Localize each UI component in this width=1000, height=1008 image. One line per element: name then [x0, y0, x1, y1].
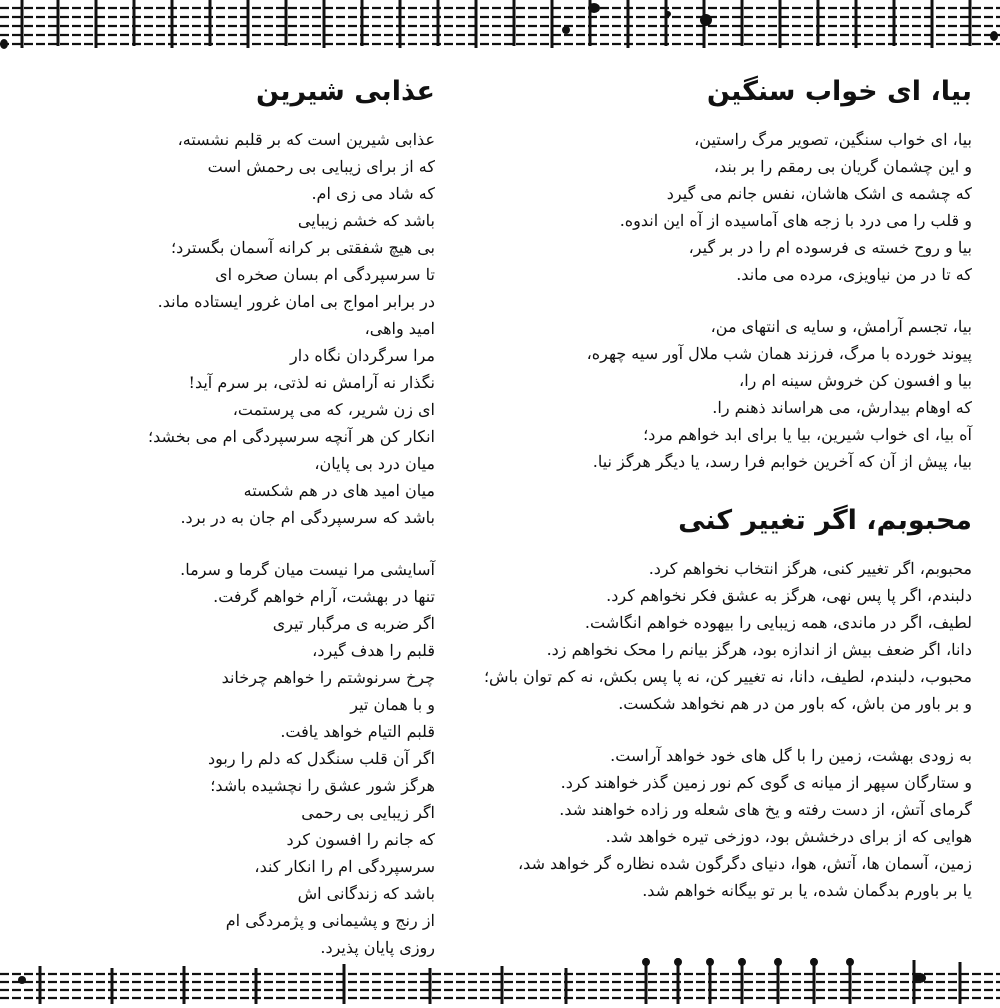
poem-line: به زودی بهشت، زمین را با گل های خود خواهد آراست. — [610, 746, 972, 765]
poem-line: قلبم التیام خواهد یافت. — [280, 722, 435, 741]
poem-line: دلبندم، اگر پا پس نهی، هرگز به عشق فکر نخواهم کرد. — [606, 586, 972, 605]
poem-line: که جانم را افسون کرد — [286, 830, 435, 849]
poem-line: قلبم را هدف گیرد، — [312, 641, 435, 660]
poem-line: نگذار نه آرامش نه لذتی، بر سرم آید! — [188, 373, 435, 392]
poem-line: محبوبم، اگر تغییر کنی، هرگز انتخاب نخواهم کرد. — [648, 559, 972, 578]
poem-line: باشد که زندگانی اش — [297, 884, 435, 903]
poem-line: روزی پایان پذیرد. — [320, 938, 435, 957]
poem-line: لطیف، اگر در ماندی، همه زیبایی را بیهوده خواهم انگاشت. — [584, 613, 972, 632]
stanza — [440, 742, 972, 904]
poem-line: که از برای زیبایی بی رحمش است — [207, 157, 435, 176]
poem-title-beloved: محبوبم، اگر تغییر کنی — [678, 505, 972, 536]
poem-line: و با همان تیر — [350, 695, 435, 714]
poem-line: آسایشی مرا نیست میان گرما و سرما. — [180, 560, 435, 579]
poem-line: تا سرسپردگی ام بسان صخره ای — [215, 265, 435, 284]
poem-line: چرخ سرنوشتم را خواهم چرخاند — [221, 668, 435, 687]
poem-line: هوایی که از برای درخشش بود، دوزخی تیره خواهد شد. — [605, 827, 972, 846]
poem-line: پیوند خورده با مرگ، فرزند همان شب ملال آور سیه چهره، — [586, 344, 972, 363]
poem-line: در برابر امواج بی امان غرور ایستاده ماند. — [157, 292, 435, 311]
stanza — [440, 313, 972, 475]
poem-line: از رنج و پشیمانی و پژمردگی ام — [225, 911, 435, 930]
poem-line: آه بیا، ای خواب شیرین، بیا یا برای ابد خواهم مرد؛ — [643, 425, 972, 444]
poem-left-column — [150, 72, 435, 961]
poem-line: بیا و افسون کن خروش سینه ام را، — [739, 371, 972, 390]
stanza — [440, 555, 972, 717]
poem-line: انکار کن هر آنچه سرسپردگی ام می بخشد؛ — [148, 427, 435, 446]
poem-line: اگر آن قلب سنگدل که دلم را ربود — [207, 749, 435, 768]
poem-line: اگر ضربه ی مرگبار تیری — [272, 614, 435, 633]
poem-line: که تا در من نیاویزی، مرده می ماند. — [736, 265, 972, 284]
poem-line: و قلب را می درد با زجه های آماسیده از آه این اندوه. — [619, 211, 972, 230]
poem-line: مرا سرگردان نگاه دار — [290, 346, 435, 365]
poem-line: محبوب، دلبندم، لطیف، دانا، نه تغییر کن، نه پا پس بکش، نه کم توان باش؛ — [483, 667, 972, 686]
poem-line: بیا و روح خسته ی فرسوده ام را در بر گیر، — [688, 238, 972, 257]
music-staff-top-border — [0, 0, 1000, 60]
poem-line: بی هیچ شفقتی بر کرانه آسمان بگسترد؛ — [170, 238, 435, 257]
poem-line: دانا، اگر ضعف بیش از اندازه بود، هرگز بیانم را محک نخواهم زد. — [546, 640, 972, 659]
poem-line: زمین، آسمان ها، آتش، هوا، دنیای دگرگون شده نظاره گر خواهد شد، — [518, 854, 972, 873]
poem-line: هرگز شور عشق را نچشیده باشد؛ — [210, 776, 435, 795]
poem-line: میان درد بی پایان، — [314, 454, 435, 473]
poem-line: گرمای آتش، از دست رفته و یخ های شعله ور زاده خواهند شد. — [559, 800, 972, 819]
poem-line: بیا، ای خواب سنگین، تصویر مرگ راستین، — [694, 130, 972, 149]
poem-line: بیا، پیش از آن که آخرین خوابم فرا رسد، یا دیگر هرگز نیا. — [592, 452, 972, 471]
poem-line: بیا، تجسم آرامش، و سایه ی انتهای من، — [710, 317, 972, 336]
stanza — [150, 126, 435, 531]
poem-right-column — [440, 72, 972, 904]
poem-line: که شاد می زی ام. — [311, 184, 435, 203]
poem-line: تنها در بهشت، آرام خواهم گرفت. — [213, 587, 435, 606]
poem-line: و ستارگان سپهر از میانه ی گوی کم نور زمین گذر خواهند کرد. — [560, 773, 972, 792]
poem-line: اگر زیبایی بی رحمی — [301, 803, 435, 822]
poem-line: ای زن شریر، که می پرستمت، — [232, 400, 435, 419]
poem-line: باشد که خشم زیبایی — [297, 211, 435, 230]
poem-title-sleep: بیا، ای خواب سنگین — [706, 76, 972, 107]
poem-line: که اوهام بیدارش، می هراساند ذهنم را. — [712, 398, 972, 417]
poem-line: باشد که سرسپردگی ام جان به در برد. — [180, 508, 435, 527]
poem-line: امید واهی، — [364, 319, 435, 338]
poem-line: و این چشمان گریان بی رمقم را بر بند، — [713, 157, 972, 176]
poem-line: میان امید های در هم شکسته — [243, 481, 435, 500]
stanza — [440, 126, 972, 288]
poem-line: یا بر باورم بدگمان شده، یا بر تو بیگانه خواهم شد. — [642, 881, 972, 900]
poem-line: عذابی شیرین است که بر قلبم نشسته، — [177, 130, 435, 149]
poem-line: سرسپردگی ام را انکار کند، — [254, 857, 435, 876]
stanza — [150, 556, 435, 961]
poem-line: و بر باور من باش، که باور من در هم نخواهد شکست. — [618, 694, 972, 713]
poem-title-left: عذابی شیرین — [256, 76, 435, 107]
poem-line: که چشمه ی اشک هاشان، نفس جانم می گیرد — [666, 184, 972, 203]
